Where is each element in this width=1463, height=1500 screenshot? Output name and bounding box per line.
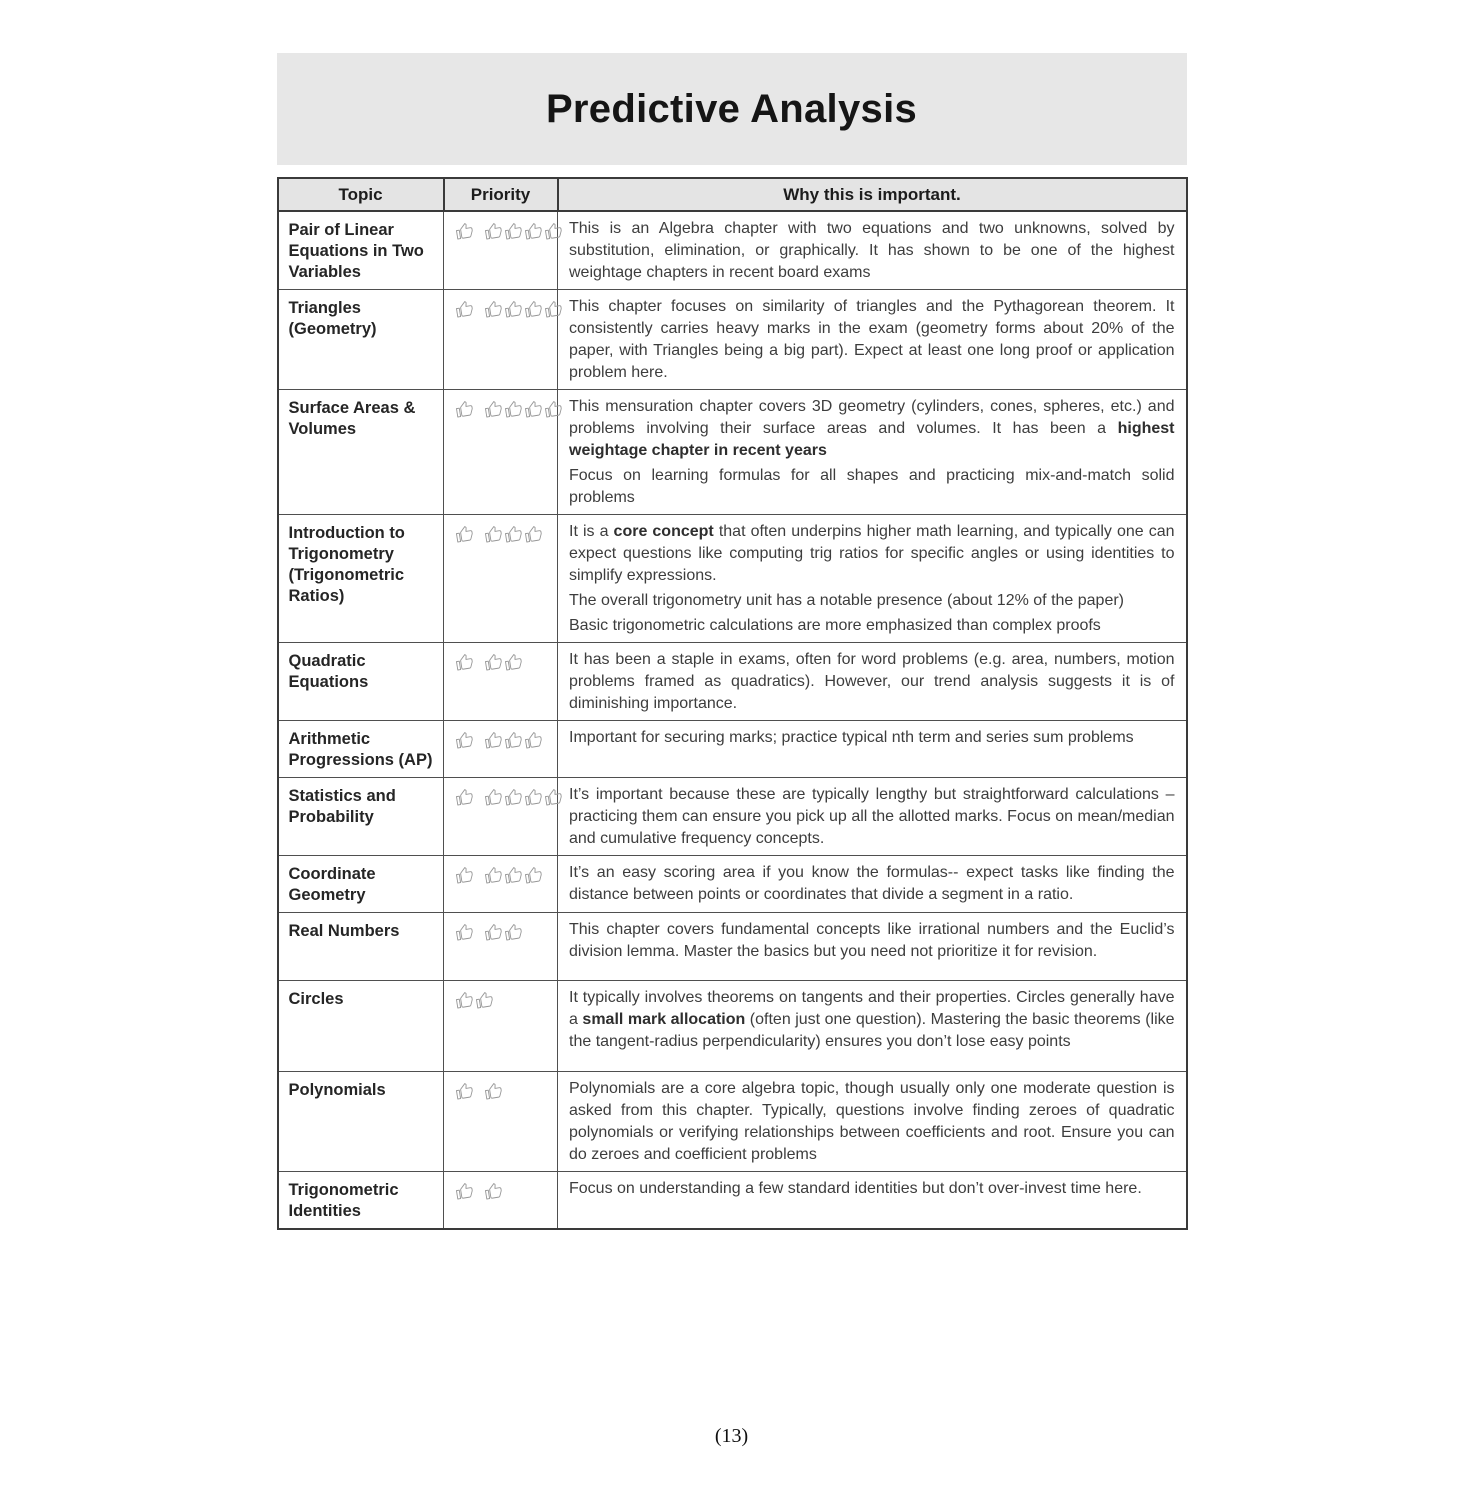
priority-rating (444, 913, 558, 981)
thumb-group (485, 223, 565, 240)
reason-paragraph: It’s an easy scoring area if you know the formulas-- expect tasks like finding the distance between points or coordinates that divide a segment in a ratio. (569, 864, 1175, 903)
thumbs-up-icon (504, 525, 523, 544)
thumbs-up-icon (455, 731, 474, 750)
thumbs-up-icon (484, 731, 503, 750)
thumb-group (485, 732, 545, 749)
table-row (278, 1172, 1187, 1230)
col-header-reason: Why this is important. (558, 178, 1187, 211)
thumbs-up-icon (504, 222, 523, 241)
reason-cell (558, 643, 1187, 721)
reason-cell (558, 913, 1187, 981)
table-row (278, 981, 1187, 1072)
thumbs-up-icon (484, 400, 503, 419)
topic-cell: Coordinate Geometry (278, 856, 444, 913)
reason-cell (558, 981, 1187, 1072)
thumb-group (485, 924, 525, 941)
header-row (278, 178, 1187, 211)
thumbs-up-icon (524, 400, 543, 419)
thumbs-up-icon (455, 653, 474, 672)
thumbs-up-icon (524, 222, 543, 241)
priority-rating (444, 856, 558, 913)
thumbs-up-icon (475, 991, 494, 1010)
thumbs-up-icon (484, 525, 503, 544)
reason-paragraph: It’s important because these are typically lengthy but straightforward calculations – practicing them can ensure you pick up all the allotted marks. Focus on mean/median and cumulative frequency concepts. (569, 786, 1175, 847)
reason-cell (558, 856, 1187, 913)
thumbs-up-icon (544, 300, 563, 319)
reason-cell (558, 211, 1187, 290)
thumbs-up-icon (455, 866, 474, 885)
thumbs-up-icon (455, 1182, 474, 1201)
reason-paragraph: This chapter covers fundamental concepts like irrational numbers and the Euclid’s division lemma. Master the basics but you need not prioritize it for revision. (569, 921, 1175, 960)
thumbs-up-icon (484, 222, 503, 241)
thumbs-up-icon (484, 923, 503, 942)
reason-cell (558, 778, 1187, 856)
reason-paragraph: Basic trigonometric calculations are more emphasized than complex proofs (569, 617, 1101, 634)
table-row (278, 211, 1187, 290)
thumbs-up-icon (544, 788, 563, 807)
thumbs-up-icon (455, 923, 474, 942)
table-header (278, 178, 1187, 211)
table-row (278, 721, 1187, 778)
thumb-group (456, 992, 496, 1009)
topic-cell: Circles (278, 981, 444, 1072)
thumb-group (456, 301, 476, 318)
thumbs-up-icon (544, 400, 563, 419)
priority-rating (444, 778, 558, 856)
priority-rating (444, 211, 558, 290)
reason-paragraph: Polynomials are a core algebra topic, though usually only one moderate question is asked from this chapter. Typically, questions involve finding zeroes of quadratic polynomials or verifying relationships between coefficients and root. Ensure you can do zeroes and coefficient problems (569, 1080, 1175, 1163)
table-row (278, 1072, 1187, 1172)
thumbs-up-icon (504, 923, 523, 942)
thumbs-up-icon (455, 1082, 474, 1101)
thumbs-up-icon (504, 653, 523, 672)
reason-paragraph: Focus on learning formulas for all shapes and practicing mix-and-match solid problems (569, 467, 1175, 506)
thumbs-up-icon (455, 525, 474, 544)
table-row (278, 856, 1187, 913)
topic-cell: Surface Areas & Volumes (278, 390, 444, 515)
reason-paragraph: The overall trigonometry unit has a notable presence (about 12% of the paper) (569, 592, 1124, 609)
thumbs-up-icon (504, 788, 523, 807)
thumb-group (456, 654, 476, 671)
thumb-group (485, 1083, 505, 1100)
predictive-analysis-table (277, 177, 1188, 1230)
reason-cell (558, 1072, 1187, 1172)
thumbs-up-icon (524, 788, 543, 807)
col-header-priority: Priority (444, 178, 558, 211)
priority-rating (444, 515, 558, 643)
table-row (278, 515, 1187, 643)
thumb-group (456, 867, 476, 884)
thumb-group (456, 223, 476, 240)
reason-paragraph: It is a core concept that often underpins higher math learning, and typically one can expect questions like computing trig ratios for specific angles or using identities to simplify expressions. (569, 523, 1175, 584)
page-content (277, 0, 1187, 1230)
reason-cell (558, 390, 1187, 515)
table-row (278, 913, 1187, 981)
topic-cell: Quadratic Equations (278, 643, 444, 721)
topic-cell: Arithmetic Progressions (AP) (278, 721, 444, 778)
thumbs-up-icon (544, 222, 563, 241)
reason-paragraph: Important for securing marks; practice typical nth term and series sum problems (569, 729, 1134, 746)
page-title: Predictive Analysis (545, 86, 918, 131)
thumbs-up-icon (504, 400, 523, 419)
topic-cell: Polynomials (278, 1072, 444, 1172)
thumbs-up-icon (504, 731, 523, 750)
thumbs-up-icon (455, 300, 474, 319)
topic-cell: Pair of Linear Equations in Two Variables (278, 211, 444, 290)
table-row (278, 643, 1187, 721)
thumb-group (456, 1083, 476, 1100)
reason-cell (558, 290, 1187, 390)
table-row (278, 778, 1187, 856)
thumb-group (485, 789, 565, 806)
table-row (278, 390, 1187, 515)
priority-rating (444, 390, 558, 515)
topic-cell: Trigonometric Identities (278, 1172, 444, 1230)
thumbs-up-icon (484, 866, 503, 885)
priority-rating (444, 981, 558, 1072)
reason-cell (558, 1172, 1187, 1230)
thumb-group (456, 1183, 476, 1200)
thumb-group (485, 401, 565, 418)
thumb-group (485, 1183, 505, 1200)
thumb-group (485, 867, 545, 884)
thumbs-up-icon (504, 866, 523, 885)
thumbs-up-icon (484, 300, 503, 319)
reason-cell (558, 721, 1187, 778)
priority-rating (444, 1172, 558, 1230)
thumb-group (456, 789, 476, 806)
page-banner (277, 53, 1187, 165)
thumbs-up-icon (524, 731, 543, 750)
thumbs-up-icon (484, 1182, 503, 1201)
thumbs-up-icon (484, 653, 503, 672)
thumbs-up-icon (524, 525, 543, 544)
reason-paragraph: It typically involves theorems on tangents and their properties. Circles generally have a small mark allocation (often just one question). Mastering the basic theorems (like the tangent-radius perpendicularity) ensures you don’t lose easy points (569, 989, 1175, 1050)
thumbs-up-icon (455, 222, 474, 241)
reason-paragraph: This mensuration chapter covers 3D geometry (cylinders, cones, spheres, etc.) and problems involving their surface areas and volumes. It has been a highest weightage chapter in recent years (569, 398, 1175, 459)
thumbs-up-icon (524, 866, 543, 885)
thumb-group (456, 526, 476, 543)
thumb-group (456, 401, 476, 418)
topic-cell: Triangles (Geometry) (278, 290, 444, 390)
thumb-group (485, 526, 545, 543)
page-number: (13) (714, 1425, 749, 1447)
thumbs-up-icon (504, 300, 523, 319)
thumb-group (485, 301, 565, 318)
table-body (278, 211, 1187, 1229)
priority-rating (444, 290, 558, 390)
priority-rating (444, 643, 558, 721)
topic-cell: Statistics and Probability (278, 778, 444, 856)
priority-rating (444, 721, 558, 778)
col-header-topic: Topic (278, 178, 444, 211)
thumbs-up-icon (484, 788, 503, 807)
reason-paragraph: This chapter focuses on similarity of triangles and the Pythagorean theorem. It consistently carries heavy marks in the exam (geometry forms about 20% of the paper, with Triangles being a big part). Expect at least one long proof or application problem here. (569, 298, 1175, 381)
thumbs-up-icon (455, 991, 474, 1010)
reason-cell (558, 515, 1187, 643)
reason-paragraph: It has been a staple in exams, often for word problems (e.g. area, numbers, motion problems framed as quadratics). However, our trend analysis suggests it is of diminishing importance. (569, 651, 1175, 712)
thumb-group (485, 654, 525, 671)
reason-paragraph: This is an Algebra chapter with two equations and two unknowns, solved by substitution, elimination, or graphically. It has shown to be one of the highest weightage chapters in recent board exams (569, 220, 1175, 281)
reason-paragraph: Focus on understanding a few standard identities but don’t over-invest time here. (569, 1180, 1142, 1197)
topic-cell: Real Numbers (278, 913, 444, 981)
thumbs-up-icon (524, 300, 543, 319)
thumb-group (456, 732, 476, 749)
priority-rating (444, 1072, 558, 1172)
topic-cell: Introduction to Trigonometry (Trigonometric Ratios) (278, 515, 444, 643)
thumbs-up-icon (455, 400, 474, 419)
thumb-group (456, 924, 476, 941)
table-row (278, 290, 1187, 390)
thumbs-up-icon (484, 1082, 503, 1101)
thumbs-up-icon (455, 788, 474, 807)
